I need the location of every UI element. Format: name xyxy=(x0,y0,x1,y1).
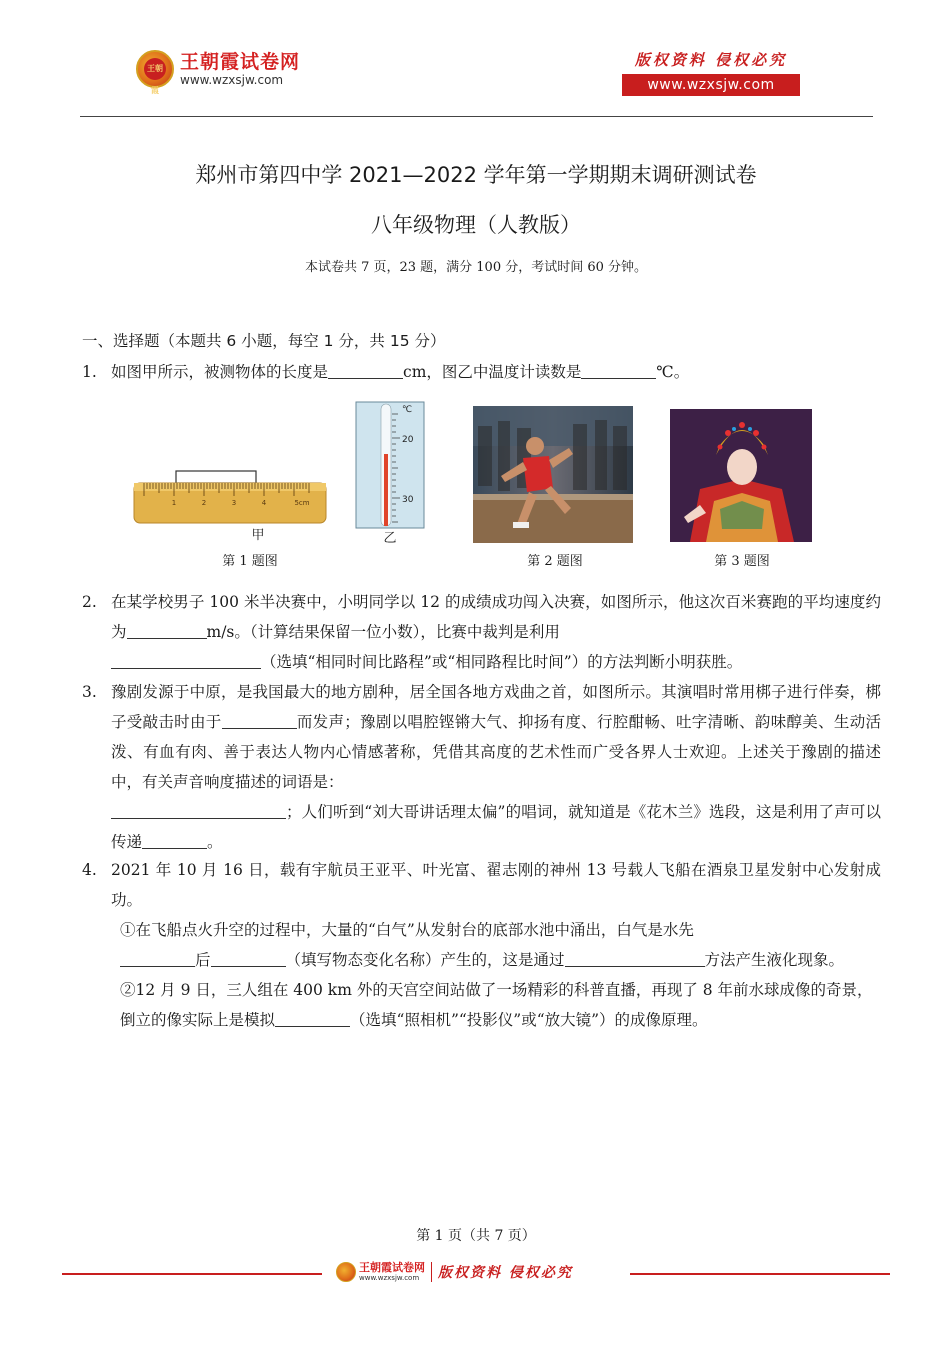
q3-text-a: 豫剧发源于中原，是我国最大的地方剧种，居全国各地方戏曲之首，如图所示。其演唱时常用梆子进行伴奏，梆子受敲击时由于 xyxy=(111,683,881,731)
footer-line xyxy=(630,1273,890,1275)
q3-text-c: ；人们听到“刘大哥讲话理太偏”的唱词，就知道是《花木兰》选段，这是利用了声可以传递 xyxy=(111,803,881,851)
runner-head xyxy=(526,437,544,455)
question-1 xyxy=(82,357,881,387)
opera-photo xyxy=(670,409,812,542)
answer-blank[interactable] xyxy=(328,361,403,379)
q1-text-a: 如图甲所示，被测物体的长度是 xyxy=(111,363,329,381)
answer-blank[interactable] xyxy=(127,621,207,639)
page-number: 第 1 页（共 7 页） xyxy=(416,1228,536,1244)
label-jia: 甲 xyxy=(251,528,265,543)
ruler-figure xyxy=(130,466,330,546)
footer-line xyxy=(62,1273,322,1275)
answer-blank[interactable] xyxy=(581,361,656,379)
measured-object xyxy=(176,471,256,483)
footer-logo-name: 王朝霞试卷网 xyxy=(359,1261,425,1274)
q4-p1-a: ①在飞船点火升空的过程中，大量的“白气”从发射台的底部水池中涌出，白气是水先 xyxy=(120,921,694,939)
page-footer xyxy=(62,1262,890,1286)
exam-note: 本试卷共 7 页，23 题，满分 100 分，考试时间 60 分钟。 xyxy=(304,260,648,275)
question-number: 3. xyxy=(82,683,97,701)
figure-1-caption: 第 1 题图 xyxy=(222,554,278,569)
q2-text-b: m/s。（计算结果保留一位小数），比赛中裁判是利用 xyxy=(206,623,560,641)
page-header xyxy=(0,0,952,120)
question-number: 1. xyxy=(82,363,97,381)
q1-text-b: cm，图乙中温度计读数是 xyxy=(403,363,582,381)
answer-blank[interactable] xyxy=(142,831,207,849)
footer-logo-url: www.wzxsjw.com xyxy=(359,1274,420,1282)
q4-part-1 xyxy=(120,915,880,975)
section-heading: 一、选择题（本题共 6 小题，每空 1 分，共 15 分） xyxy=(82,332,446,350)
answer-blank[interactable] xyxy=(565,949,705,967)
runner-photo xyxy=(473,406,633,543)
ruler-number: 1 xyxy=(171,499,177,507)
q4-p2-b: （选填“照相机”“投影仪”或“放大镜”）的成像原理。 xyxy=(350,1011,708,1029)
site-logo[interactable] xyxy=(136,50,301,95)
answer-blank[interactable] xyxy=(275,1009,350,1027)
url-banner[interactable]: www.wzxsjw.com xyxy=(622,74,800,96)
seal-icon xyxy=(336,1262,356,1282)
q4-p2-a: ②12 月 9 日，三人组在 400 km 外的天宫空间站做了一场精彩的科普直播，再现了 8 年前水球成像的奇景，倒立的像实际上是模拟 xyxy=(120,981,873,1029)
seal-icon xyxy=(136,50,174,95)
q2-text-a: 在某学校男子 100 米半决赛中，小明同学以 12 的成绩成功闯入决赛，如图所示，他这次百米赛跑的平均速度约为 xyxy=(111,593,881,641)
q3-text-b: 而发声；豫剧以唱腔铿锵大气、抑扬有度、行腔酣畅、吐字清晰、韵味醇美、生动活泼、有血有肉、善于表达人物内心情感著称，凭借其高度的艺术性而广受各界人士欢迎。上述关于豫剧的描述中，有关声音响度描述的词语是： xyxy=(111,713,881,791)
answer-blank[interactable] xyxy=(120,949,195,967)
footer-copyright: 版权资料 侵权必究 xyxy=(438,1265,573,1281)
answer-blank[interactable] xyxy=(111,801,286,819)
footer-logo[interactable] xyxy=(336,1262,573,1282)
thermo-unit: ℃ xyxy=(402,405,413,415)
figure-3-caption: 第 3 题图 xyxy=(714,554,770,569)
header-divider xyxy=(80,116,873,117)
exam-title: 郑州市第四中学 2021—2022 学年第一学期期末调研测试卷 xyxy=(195,163,757,187)
question-4 xyxy=(82,855,881,1035)
q4-p1-d: 方法产生液化现象。 xyxy=(704,951,845,969)
question-3 xyxy=(82,677,881,857)
label-yi: 乙 xyxy=(383,531,397,546)
exam-subtitle: 八年级物理（人教版） xyxy=(371,213,581,237)
logo-name: 王朝霞试卷网 xyxy=(180,51,301,73)
logo-url: www.wzxsjw.com xyxy=(180,73,284,87)
thermometer-figure xyxy=(354,400,428,546)
question-number: 2. xyxy=(82,593,97,611)
question-number: 4. xyxy=(82,861,97,879)
question-2 xyxy=(82,587,881,677)
answer-blank[interactable] xyxy=(111,651,261,669)
q4-intro: 2021 年 10 月 16 日，载有宇航员王亚平、叶光富、翟志刚的神州 13 号载人飞船在酒泉卫星发射中心发射成功。 xyxy=(111,861,881,909)
opera-face xyxy=(727,449,757,485)
header-copyright xyxy=(622,50,800,96)
q2-text-c: （选填“相同时间比路程”或“相同路程比时间”）的方法判断小明获胜。 xyxy=(261,653,743,671)
footer-separator xyxy=(431,1262,432,1282)
ruler-number: 4 xyxy=(261,499,267,507)
q3-text-d: 。 xyxy=(207,833,223,851)
figure-2-caption: 第 2 题图 xyxy=(527,554,583,569)
q4-p1-b: 后 xyxy=(195,951,211,969)
thermo-tick-label: 20 xyxy=(402,435,414,445)
runner-shirt xyxy=(523,456,553,492)
q4-part-2 xyxy=(120,975,880,1035)
answer-blank[interactable] xyxy=(222,711,297,729)
copyright-text: 版权资料 侵权必究 xyxy=(634,51,788,69)
q1-text-c: ℃。 xyxy=(656,363,690,381)
ruler-number: 5cm xyxy=(294,499,310,507)
thermo-tick-label: 30 xyxy=(402,495,414,505)
answer-blank[interactable] xyxy=(211,949,286,967)
mercury-column xyxy=(384,454,388,526)
seal-text: 王朝霞 xyxy=(144,58,166,80)
ruler-number: 2 xyxy=(201,499,207,507)
ruler-number: 3 xyxy=(231,499,237,507)
q4-p1-c: （填写物态变化名称）产生的，这是通过 xyxy=(285,951,565,969)
